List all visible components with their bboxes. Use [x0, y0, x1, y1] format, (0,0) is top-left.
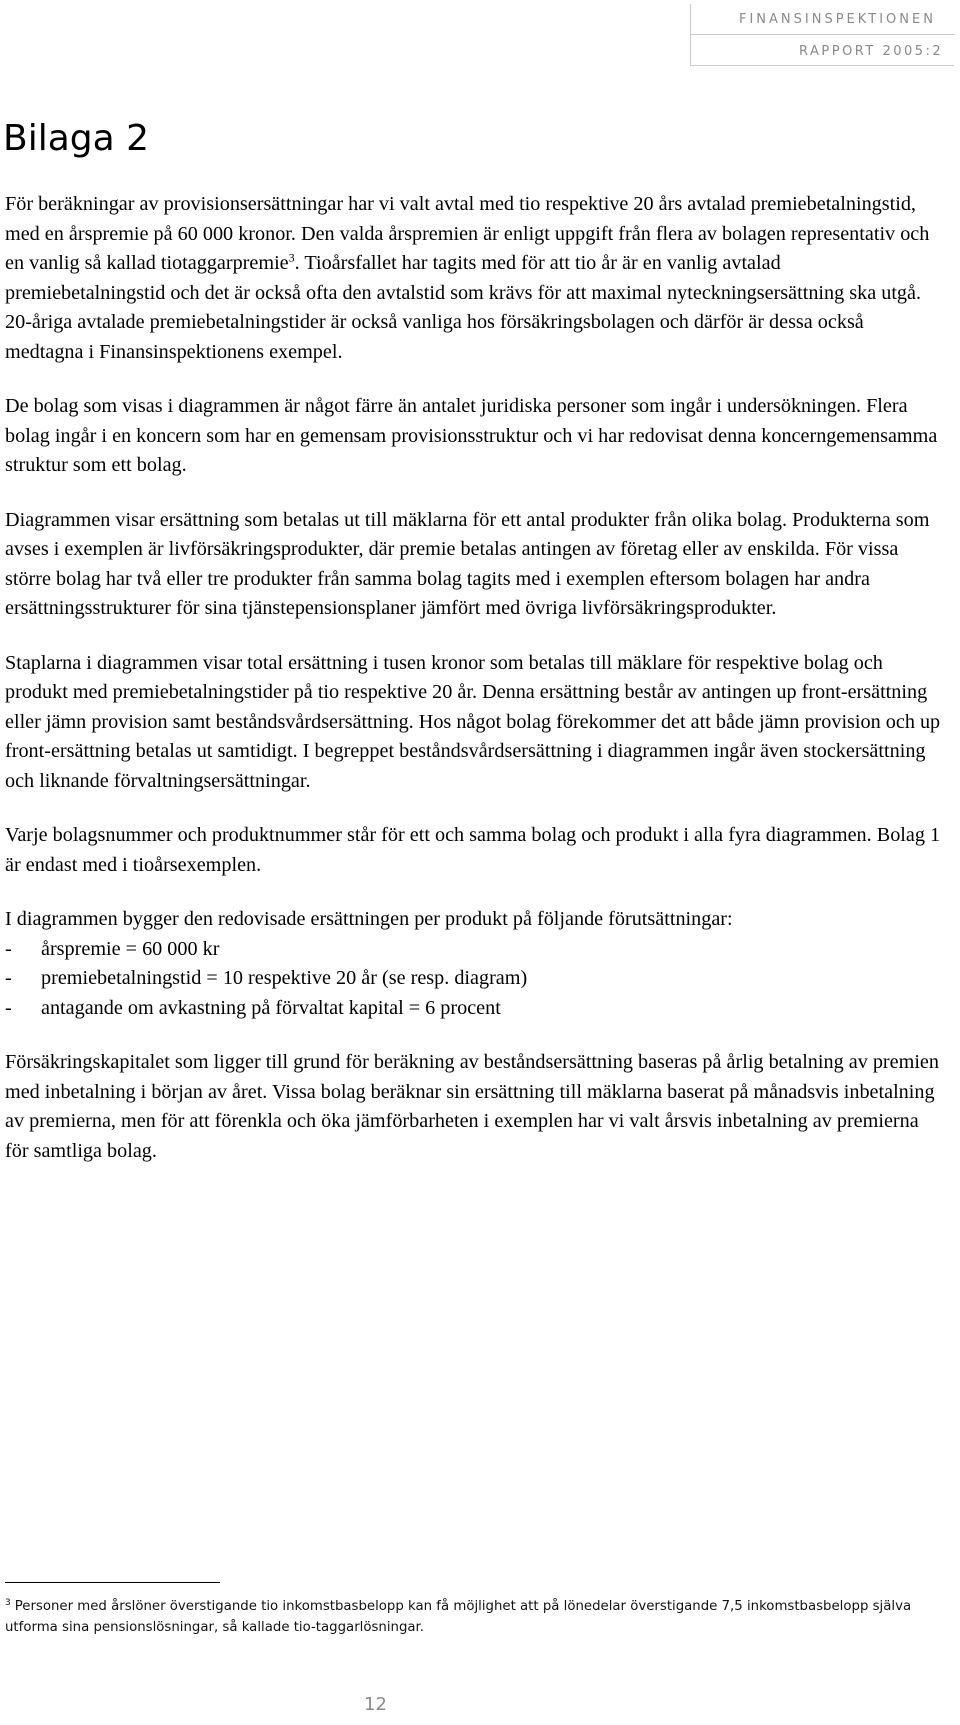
footnote-mark: 3: [5, 1597, 11, 1608]
paragraph-4: Staplarna i diagrammen visar total ersättning i tusen kronor som betalas till mäklare för respektive bolag och produkt med premiebetalningstider på tio respektive 20 år. Denna ersättning består av antingen up front-ersättning eller jämn provision samt beståndsvårdsersättning. Hos något bolag förekommer det att både jämn provision och up front-ersättning betalas ut samtidigt. I begreppet beståndsvårdsersättning i diagrammen ingår även stockersättning och liknande förvaltningsersättningar.: [5, 651, 941, 792]
paragraph-3: Diagrammen visar ersättning som betalas ut till mäklarna för ett antal produkter från olika bolag. Produkterna som avses i exemplen är livförsäkringsprodukter, där premie betalas antingen av företag eller av enskilda. För vissa större bolag har två eller tre produkter från samma bolag tagits med i exemplen eftersom bolagen har andra ersättningsstrukturer för sina tjänstepensionsplaner jämfört med övriga livförsäkringsprodukter.: [5, 508, 930, 619]
paragraph-5: Varje bolagsnummer och produktnummer står för ett och samma bolag och produkt i alla fyra diagrammen. Bolag 1 är endast med i tioårsexemplen.: [5, 824, 941, 876]
list-item: [5, 994, 945, 1024]
paragraph-1-part-a: För beräkningar av provisionsersättningar har vi valt avtal med tio respektive 20 års avtalad premiebetalningstid, med en årspremie på 60 000 kronor. Den valda årspremien är enligt uppgift från flera av bolagen representativ och en vanlig så kallad tiotaggarpremie: [5, 193, 930, 274]
header-organization: FINANSINSPEKTIONEN: [739, 12, 936, 27]
paragraph-2: De bolag som visas i diagrammen är något färre än antalet juridiska personer som ingår i undersökningen. Flera bolag ingår i en koncern som har en gemensam provisionsstruktur och vi har redovisat denna koncerngemensamma struktur som ett bolag.: [5, 395, 938, 476]
list-dash: -: [5, 937, 12, 960]
header-divider: [691, 34, 955, 35]
list-item-text: antagande om avkastning på förvaltat kapital = 6 procent: [41, 996, 501, 1019]
list-dash: -: [5, 996, 12, 1019]
page-title: Bilaga 2: [3, 118, 150, 159]
list-dash: -: [5, 967, 12, 989]
footnote: [5, 1596, 950, 1638]
footnote-divider: [5, 1582, 220, 1583]
header-report-id: RAPPORT 2005:2: [799, 44, 944, 59]
list-item-text: årspremie = 60 000 kr: [41, 937, 220, 960]
page-number: 12: [364, 1694, 387, 1715]
body-text: [5, 190, 945, 1191]
paragraph-6: I diagrammen bygger den redovisade ersättningen per produkt på följande förutsättningar:: [5, 908, 733, 930]
list-item: [5, 964, 945, 994]
paragraph-1: [5, 190, 945, 367]
report-header: [690, 4, 954, 66]
footnote-text: Personer med årslöner överstigande tio inkomstbasbelopp kan få möjlighet att på lönedelar överstigande 7,5 inkomstbasbelopp själva utforma sina pensionslösningar, så kallade tio-taggarlösningar.: [5, 1599, 912, 1635]
list-item-text: premiebetalningstid = 10 respektive 20 år (se resp. diagram): [41, 967, 528, 989]
assumptions-list: [5, 935, 945, 1024]
paragraph-1-part-b: . Tioårsfallet har tagits med för att tio år är en vanlig avtalad premiebetalningstid och det är också ofta den avtalstid som krävs för att maximal nyteckningsersättning ska utgå. 20-åriga avtalade premiebetalningstider är också vanliga hos försäkringsbolagen och därför är dessa också medtagna i Finansinspektionens exempel.: [5, 252, 922, 363]
footnote-reference[interactable]: 3: [288, 250, 295, 265]
paragraph-7: Försäkringskapitalet som ligger till grund för beräkning av beståndsersättning baseras på årlig betalning av premien med inbetalning i början av året. Vissa bolag beräknar sin ersättning till mäklarna baserat på månadsvis inbetalning av premierna, men för att förenkla och öka jämförbarheten i exemplen har vi valt årsvis inbetalning av premierna för samtliga bolag.: [5, 1051, 939, 1162]
list-item: [5, 935, 945, 965]
